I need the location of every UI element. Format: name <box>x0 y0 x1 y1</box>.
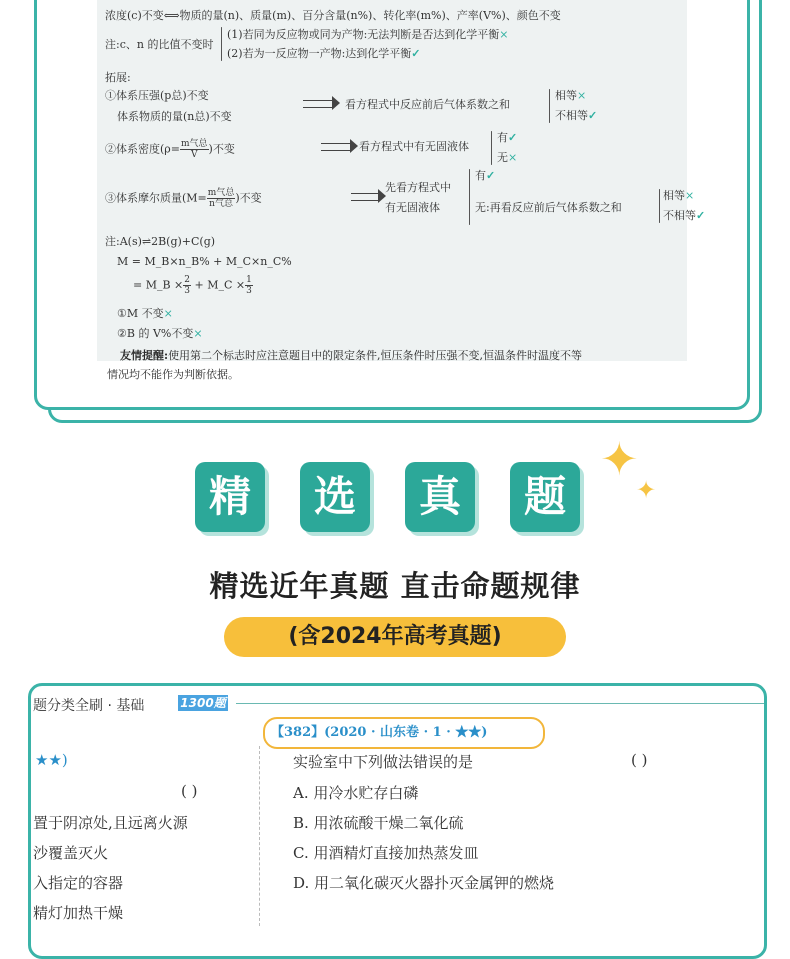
title-tile: 选 <box>300 462 370 532</box>
note2-m2: = M_B × $\frac{2}{3}$ + M_C × $\frac{1}{3}$ <box>133 275 252 296</box>
brace <box>491 131 492 165</box>
year-pill: (含2024年高考真题) <box>224 617 566 657</box>
question-tag: 【382】(2020 · 山东卷 · 1 · ★★) <box>263 717 545 749</box>
item3-result-a: 先看方程式中 <box>385 181 451 194</box>
moles-item: 体系物质的量(n总)不变 <box>117 110 232 123</box>
arrow <box>351 193 379 201</box>
concentration-line: 浓度(c)不变⟺物质的量(n)、质量(m)、百分含量(n%)、转化率(m%)、产率(V%)、颜色不变 <box>105 9 561 22</box>
option-d: D. 用二氧化碳灭火器扑灭金属钾的燃烧 <box>293 874 555 892</box>
header-rule <box>236 703 766 704</box>
tip-line-1: 友情提醒:使用第二个标志时应注意题目中的限定条件,恒压条件时压强不变,恒温条件时温度不等 <box>120 349 583 362</box>
note2-m1: M = M_B×n_B% + M_C×n_C% <box>117 255 292 268</box>
left-answer-paren: ( ) <box>181 782 198 800</box>
brace <box>221 27 222 61</box>
item1-equal: 相等× <box>555 89 587 102</box>
item2-none: 无× <box>497 151 518 164</box>
item3-have: 有✓ <box>475 169 496 182</box>
arrow <box>303 100 333 108</box>
brace <box>659 189 660 223</box>
tip-line-2: 情况均不能作为判断依据。 <box>107 368 239 381</box>
note2-equation: 注:A(s)⇌2B(g)+C(g) <box>105 235 216 248</box>
note2-c1: ①M 不变× <box>117 307 173 320</box>
left-stars: ★★) <box>35 751 68 769</box>
title-tile: 真 <box>405 462 475 532</box>
molar-mass-item: ③体系摩尔质量(M= $\frac{\text{m气总}}{\text{n气总}}$ )不变 <box>105 188 262 209</box>
arrow <box>321 143 351 151</box>
item3-equal: 相等× <box>663 189 695 202</box>
title-tile: 精 <box>195 462 265 532</box>
note-label: 注:c、n 的比值不变时 <box>105 38 214 51</box>
left-line: 置于阴凉处,且远离火源 <box>33 814 188 832</box>
extend-label: 拓展: <box>105 71 131 84</box>
left-line: 沙覆盖灭火 <box>33 844 109 862</box>
theory-page <box>97 0 706 361</box>
question-answer-paren: ( ) <box>631 751 648 769</box>
option-a: A. 用冷水贮存白磷 <box>293 784 419 802</box>
pressure-item: ①体系压强(p总)不变 <box>105 89 209 102</box>
sparkle-icon: ✦ <box>600 432 639 486</box>
item3-result-b: 有无固液体 <box>385 201 440 214</box>
question-stem: 实验室中下列做法错误的是 <box>293 753 474 771</box>
item3-none-result: 无:再看反应前后气体系数之和 <box>475 201 622 214</box>
note-1: (1)若同为反应物或同为产物:无法判断是否达到化学平衡× <box>227 28 509 41</box>
density-item: ②体系密度(ρ= $\frac{\text{m气总}}{V}$ )不变 <box>105 139 235 160</box>
item2-result: 看方程式中有无固液体 <box>359 140 469 153</box>
count-badge: 1300题 <box>178 695 228 711</box>
item1-not-equal: 不相等✓ <box>555 109 598 122</box>
brace <box>469 169 470 225</box>
section-slogan: 精选近年真题 直击命题规律 <box>209 569 581 603</box>
title-tile: 题 <box>510 462 580 532</box>
option-c: C. 用酒精灯直接加热蒸发皿 <box>293 844 479 862</box>
brace <box>549 89 550 123</box>
column-divider <box>259 746 260 926</box>
item2-have: 有✓ <box>497 131 518 144</box>
book-card <box>28 683 767 959</box>
note-2: (2)若为一反应物一产物:达到化学平衡✓ <box>227 47 421 60</box>
theory-card <box>34 0 750 410</box>
note2-c2: ②B 的 V%不变× <box>117 327 203 340</box>
item1-result: 看方程式中反应前后气体系数之和 <box>345 98 510 111</box>
left-line: 精灯加热干燥 <box>33 904 124 922</box>
item3-not-equal: 不相等✓ <box>663 209 706 222</box>
book-header: 题分类全刷 · 基础 <box>33 698 145 714</box>
sparkle-icon: ✦ <box>636 476 657 504</box>
option-b: B. 用浓硫酸干燥二氧化硫 <box>293 814 464 832</box>
left-line: 入指定的容器 <box>33 874 124 892</box>
